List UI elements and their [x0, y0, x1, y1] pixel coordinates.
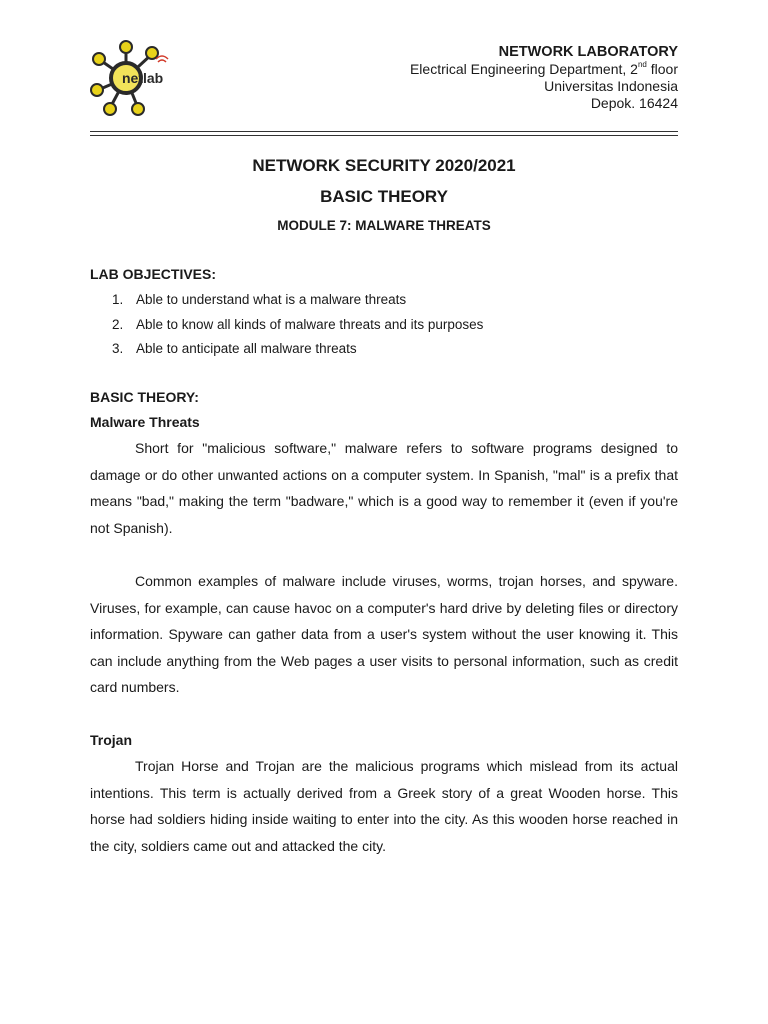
- list-number: 2.: [112, 316, 124, 332]
- module-title: MODULE 7: MALWARE THREATS: [277, 218, 491, 233]
- lab-address-block: [410, 44, 678, 112]
- list-text: Able to know all kinds of malware threats and its purposes: [136, 316, 484, 332]
- list-text: Able to understand what is a malware threats: [136, 292, 407, 307]
- list-item: [112, 290, 483, 315]
- section-title: BASIC THEORY: [320, 187, 448, 206]
- objectives-list: [112, 290, 483, 364]
- list-text: Able to anticipate all malware threats: [136, 341, 357, 356]
- netlab-logo-icon: [86, 38, 176, 118]
- header-divider-bottom: [90, 135, 678, 136]
- list-number: 1.: [112, 292, 124, 307]
- trojan-paragraph: Trojan Horse and Trojan are the malicious programs which mislead from its actual intentions. This term is actually derived from a Greek story of a great Wooden horse. This horse had soldiers hiding inside waiting to enter into the city. As this wooden horse reached in the city, soldiers came out and attacked the city.: [90, 758, 678, 854]
- city-line: Depok. 16424: [590, 95, 678, 111]
- dept-line-floor: floor: [646, 61, 678, 77]
- trojan-heading: Trojan: [90, 732, 133, 748]
- malware-paragraph-2: Common examples of malware include viruses, worms, trojan horses, and spyware. Viruses, for example, can cause havoc on a computer's hard drive by deleting files or directory information. Spyware can gather data from a user's system without the user knowing it. This can include anything from the Web pages a user visits to personal information, such as credit card numbers.: [90, 573, 678, 696]
- list-number: 3.: [112, 341, 124, 356]
- dept-line-sup: nd: [637, 60, 647, 69]
- dept-line-text: Electrical Engineering Department, 2: [409, 61, 638, 77]
- header-divider-top: [90, 131, 678, 132]
- university-line: Universitas Indonesia: [544, 78, 678, 94]
- dept-line: [410, 61, 678, 78]
- svg-text:netlab: netlab: [122, 70, 164, 86]
- course-title: NETWORK SECURITY 2020/2021: [252, 156, 516, 175]
- malware-threats-heading: Malware Threats: [90, 414, 200, 430]
- lab-title: NETWORK LABORATORY: [498, 44, 678, 60]
- list-item: [112, 315, 483, 340]
- basic-theory-heading: BASIC THEORY:: [90, 389, 199, 405]
- objectives-heading: LAB OBJECTIVES:: [90, 266, 217, 282]
- malware-paragraph-1: Short for "malicious software," malware refers to software programs designed to damage or do other unwanted actions on a computer system. In Spanish, "mal" is a prefix that means "bad," making the term "badware," which is a good way to remember it (even if you're not Spanish).: [90, 440, 678, 536]
- list-item: [112, 339, 483, 364]
